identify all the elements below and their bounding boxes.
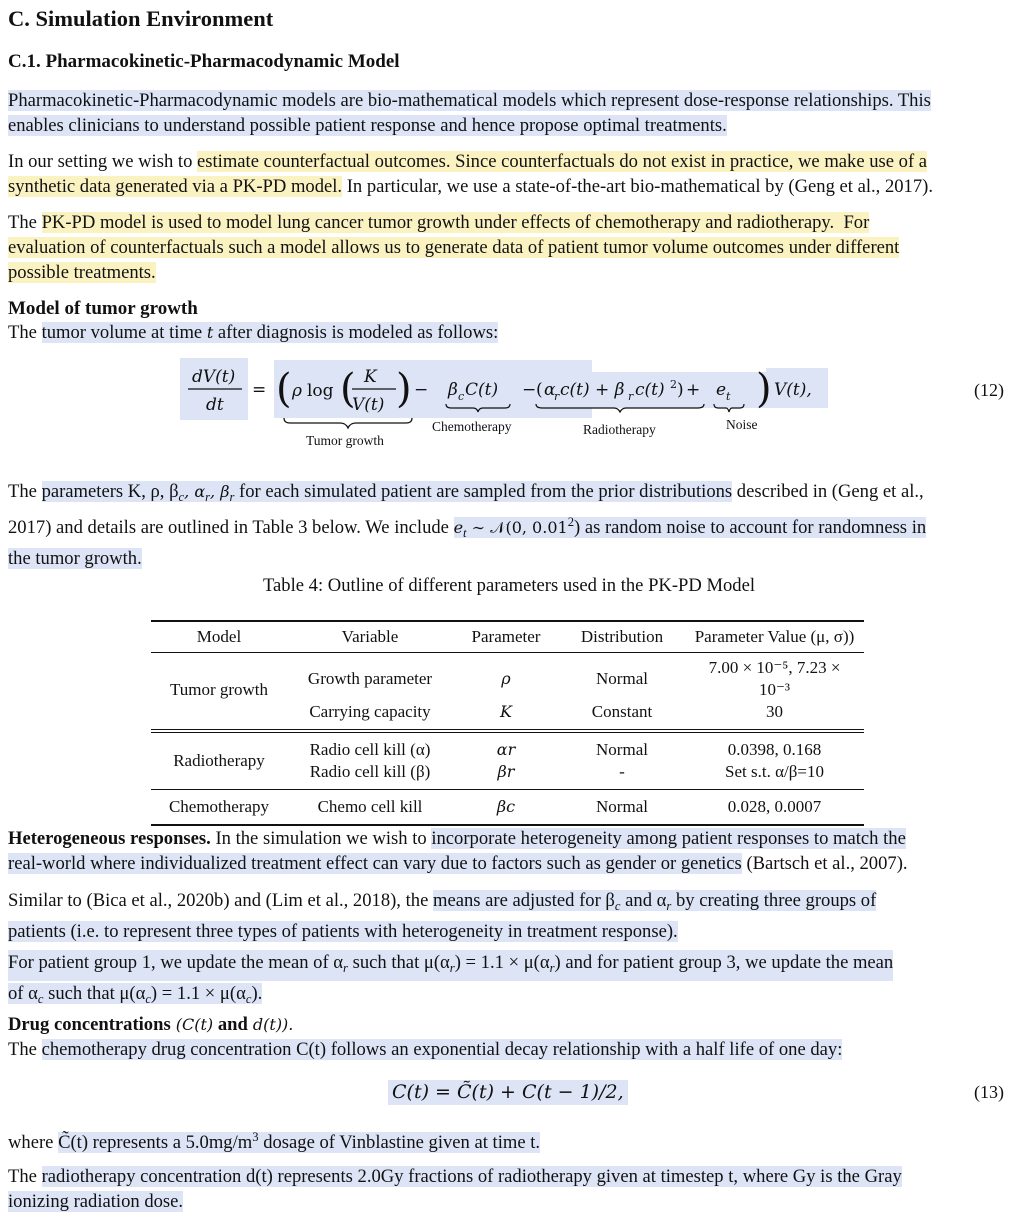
groups-l1-d: ) and for patient group 3, we update the mean (554, 952, 894, 973)
drug-paragraph (8, 1012, 1010, 1062)
radio-l2-h: ionizing radiation dose. (8, 1191, 184, 1212)
setting-highlight-1: estimate counterfactual outcomes. Since counterfactuals do not exist in practice, we make use of a (197, 151, 928, 172)
svg-text:): ) (677, 380, 684, 400)
svg-text:−: − (414, 380, 429, 400)
svg-text:2: 2 (670, 378, 677, 391)
drug-l2-h: chemotherapy drug concentration C(t) follows an exponential decay relationship with a half life of one day: (41, 1039, 843, 1060)
cell-variable: Carrying capacity (309, 702, 431, 721)
similar-l1-h3: by creating three groups of (671, 890, 877, 911)
setting-pre: In our setting we wish to (8, 151, 198, 172)
groups-l1-c: ) = 1.1 × μ(α (454, 952, 550, 973)
svg-text:α: α (544, 380, 556, 400)
svg-text:+: + (686, 380, 701, 400)
svg-text:β: β (448, 380, 458, 400)
params-paragraph: The parameters K, ρ, $\beta_c$, $\alpha_r$, $\beta_r$ for each simulated patient are sampled from the prior distributions described in (Geng et al., 2017) and details are outlined in Table 3 below. We include $e_t$ ∼ 𝒩(0, 0.01$^2$) as random noise to account for randomness in the tumor growth. (8, 481, 927, 569)
cell-variable: Radio cell kill (β) (309, 762, 431, 781)
equation-13: C(t) = C̃(t) + C(t − 1)/2, (388, 1080, 628, 1105)
intro-line-2: enables clinicians to understand possible patient response and hence propose optimal treatments. (8, 115, 727, 136)
eq12-dt: dt (206, 395, 224, 415)
svg-text:r: r (628, 390, 634, 403)
drug-paren2: d(t)). (247, 1015, 294, 1034)
intro-line-1: Pharmacokinetic-Pharmacodynamic models are bio-mathematical models which represent dose-response relationships. This (8, 90, 931, 111)
tumor-intro-highlight-a: tumor volume at time (41, 322, 207, 343)
where-h: C̃(t) represents a 5.0mg/m (58, 1131, 253, 1153)
svg-text:V(t),: V(t), (774, 380, 812, 400)
group-chemotherapy: Chemotherapy (168, 797, 270, 816)
tumor-intro-highlight-b: after diagnosis is modeled as follows: (213, 322, 499, 343)
tumor-intro-t: t (206, 323, 214, 342)
setting-post: In particular, we use a state-of-the-art bio-mathematical by (Geng et al., 2017). (342, 176, 933, 197)
label-radiotherapy: Radiotherapy (583, 422, 656, 437)
groups-l2-c: ) = 1.1 × μ(α (150, 982, 246, 1004)
hetero-paragraph (8, 826, 1010, 876)
label-tumor-growth: Tumor growth (306, 433, 384, 448)
setting-paragraph (8, 149, 1010, 199)
svg-text:V(t): V(t) (352, 395, 385, 415)
svg-text:c(t) + β: c(t) + β (560, 380, 625, 400)
table-row (151, 657, 864, 701)
svg-text:=: = (252, 380, 267, 400)
params-l1-tail: for each simulated patient are sampled from the prior distributions (234, 481, 733, 502)
params-l2-rest: ∼ 𝒩(0, 0.01 (466, 517, 568, 537)
col-variable: Variable (341, 627, 399, 646)
group-tumor-growth: Tumor growth (169, 680, 269, 699)
cell-variable: Radio cell kill (α) (309, 740, 431, 759)
pkpd-post: For (834, 212, 870, 233)
svg-text:K: K (364, 367, 377, 387)
col-distribution: Distribution (580, 627, 664, 646)
radio-l1-h: radiotherapy concentration d(t) represents 2.0Gy fractions of radiotherapy given at timestep t, where Gy is the Gray (41, 1166, 902, 1187)
svg-text:(: ( (536, 380, 543, 400)
svg-text:c: c (458, 390, 465, 403)
parameter-table (151, 620, 864, 826)
svg-text:e: e (716, 380, 727, 400)
cell-parameter: αr (496, 740, 516, 759)
groups-paragraph: For patient group 1, we update the mean of $\alpha_r$ such that $\mu(\alpha_r) = 1.1 \times \mu(\alpha_r)$ and for patient group 3, we update the mean of $\alpha_c$ such that $\mu(\alpha_c) = 1.1 \times \mu(\alpha_c)$. (8, 952, 894, 1006)
hetero-l2-h: real-world where individualized treatment effect can vary due to factors such as gender or genetics (8, 853, 742, 874)
svg-text:(: ( (340, 366, 356, 412)
similar-l1-h: means are adjusted for β (432, 890, 615, 911)
similar-l1-h2: and α (620, 890, 667, 911)
label-chemotherapy: Chemotherapy (432, 419, 512, 434)
hetero-l1-a: In the simulation we wish to (210, 828, 432, 849)
hetero-l2-post: (Bartsch et al., 2007). (741, 853, 908, 874)
svg-text:log: log (307, 381, 334, 401)
cell-parameter: βc (496, 797, 516, 816)
cell-distribution: Normal (596, 740, 648, 759)
similar-l2: patients (i.e. to represent three types of patients with heterogeneity in treatment response). (8, 920, 678, 942)
params-l2-math: e (453, 517, 464, 537)
drug-l2-a: The (8, 1039, 42, 1060)
svg-text:C(t): C(t) (465, 380, 499, 400)
groups-l2-d: ). (251, 982, 263, 1004)
eq12-dv: dV(t) (192, 367, 236, 387)
section-title: C. Simulation Environment (8, 6, 274, 31)
table-row (151, 796, 864, 818)
svg-text:): ) (756, 366, 772, 412)
subsection-title: C.1. Pharmacokinetic-Pharmacodynamic Model (8, 51, 400, 72)
groups-l2-b: such that μ(α (43, 982, 146, 1004)
cell-value: 7.00 × 10⁻⁵, 7.23 × 10⁻³ (708, 658, 841, 699)
cell-distribution: Constant (591, 702, 653, 721)
svg-text:−: − (522, 380, 537, 400)
col-model: Model (196, 627, 242, 646)
cell-distribution: Normal (596, 797, 648, 816)
pkpd-pre: The (8, 212, 42, 233)
table-header-row (151, 622, 864, 652)
groups-l2: of α (8, 982, 38, 1004)
drug-and: and (213, 1014, 248, 1035)
label-noise: Noise (726, 417, 758, 432)
cell-distribution: Normal (596, 669, 648, 688)
similar-paragraph: Similar to (Bica et al., 2020b) and (Lim et al., 2018), the means are adjusted for $\beta_c$ and $\alpha_r$ by creating three groups of patients (i.e. to represent three types of patients with heterogeneity in treatment response). (8, 890, 877, 942)
svg-text:c(t): c(t) (635, 380, 665, 400)
table-caption: Table 4: Outline of different parameters used in the PK-PD Model (263, 575, 755, 596)
pkpd-line-2: evaluation of counterfactuals such a model allows us to generate data of patient tumor volume outcomes under different (8, 237, 900, 258)
params-l2-a: 2017) and details are outlined in Table 3 below. We include (8, 516, 454, 538)
col-value: Parameter Value (μ, σ)) (694, 627, 855, 646)
cell-distribution: - (619, 762, 625, 781)
params-l2-post: ) as random noise to account for randomness in (574, 516, 927, 538)
cell-value: 30 (766, 702, 783, 721)
intro-paragraph (8, 88, 1010, 138)
drug-bold: Drug concentrations (8, 1014, 171, 1035)
tumor-intro (8, 320, 498, 345)
similar-l1-a: Similar to (Bica et al., 2020b) and (Lim et al., 2018), the (8, 890, 433, 911)
hetero-bold: Heterogeneous responses. (8, 828, 211, 849)
cell-variable: Chemo cell kill (317, 797, 423, 816)
group-radiotherapy: Radiotherapy (173, 751, 265, 770)
where-sup: 3 (252, 1130, 259, 1144)
cell-parameter: ρ (501, 669, 511, 688)
cell-parameter: K (500, 702, 512, 721)
drug-paren: (C(t) (170, 1015, 214, 1034)
hetero-l1-h: incorporate heterogeneity among patient responses to match the (431, 828, 906, 849)
equation-13-number: (13) (974, 1082, 1004, 1102)
svg-text:t: t (726, 390, 731, 403)
params-l1-post: described in (Geng et al., (732, 481, 924, 502)
cell-value: Set s.t. α/β=10 (725, 762, 824, 781)
groups-l1: For patient group 1, we update the mean of α (8, 952, 344, 973)
cell-value: 0.028, 0.0007 (727, 797, 822, 816)
col-parameter: Parameter (471, 627, 541, 646)
svg-text:r: r (554, 390, 560, 403)
cell-parameter: βr (497, 762, 515, 781)
radio-l1-a: The (8, 1166, 42, 1187)
where-h2: dosage of Vinblastine given at time t. (258, 1131, 541, 1153)
params-l1-a: The (8, 481, 42, 502)
pkpd-highlight-1: PK-PD model is used to model lung cancer tumor growth under effects of chemotherapy and radiotherapy. (41, 212, 835, 233)
pkpd-line-3: possible treatments. (8, 262, 156, 283)
svg-text:(: ( (276, 366, 292, 412)
radio-paragraph (8, 1164, 1010, 1214)
svg-text:ρ: ρ (292, 381, 302, 401)
cell-variable: Growth parameter (307, 669, 433, 688)
params-l1-h: parameters K, ρ, β (41, 481, 179, 502)
equation-12-number: (12) (974, 380, 1004, 400)
tumor-intro-pre: The (8, 322, 42, 343)
where-a: where (8, 1131, 59, 1153)
cell-value: 0.0398, 0.168 (727, 740, 822, 759)
svg-text:): ) (396, 366, 412, 412)
groups-l1-b: such that μ(α (347, 952, 450, 973)
pkpd-paragraph (8, 210, 1010, 285)
params-l3: the tumor growth. (8, 547, 142, 569)
tumor-heading: Model of tumor growth (8, 298, 198, 319)
table-row (151, 739, 864, 761)
where-paragraph (8, 1125, 540, 1155)
setting-highlight-2: synthetic data generated via a PK-PD model. (8, 176, 343, 197)
brace-tumor (284, 418, 412, 428)
